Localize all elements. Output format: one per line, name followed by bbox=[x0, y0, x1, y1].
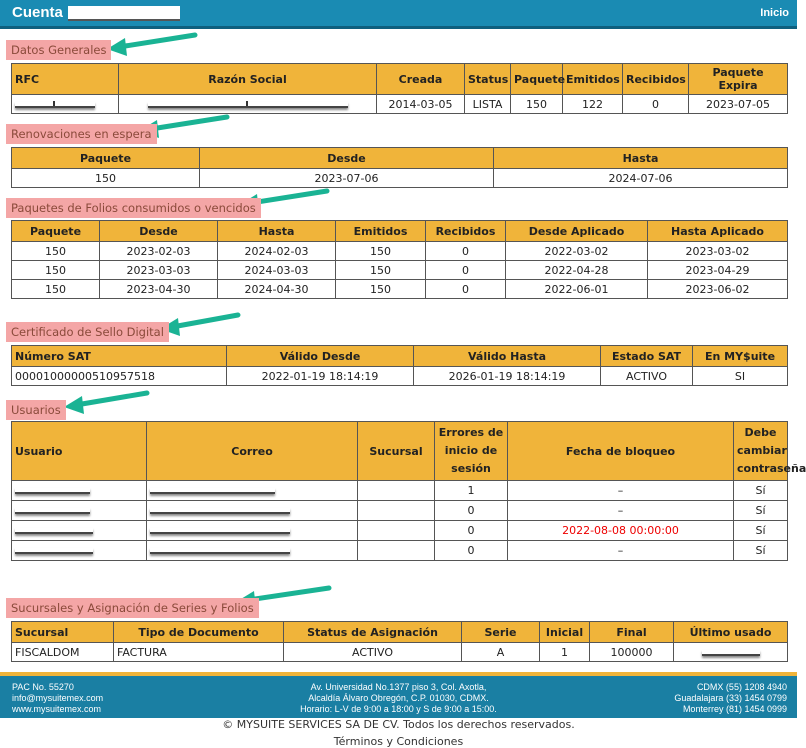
cell: 150 bbox=[336, 261, 426, 280]
table-header-row bbox=[12, 148, 788, 169]
cell: 2022-04-28 bbox=[506, 261, 648, 280]
cell-bloqueo: – bbox=[508, 501, 734, 521]
table-header-row bbox=[12, 622, 788, 643]
cell: 2022-06-01 bbox=[506, 280, 648, 299]
col-header: En MY$uite bbox=[693, 346, 788, 367]
cell: 150 bbox=[336, 242, 426, 261]
footer-email-link[interactable]: info@mysuitemex.com bbox=[12, 693, 104, 703]
cell-creada: 2014-03-05 bbox=[377, 95, 465, 114]
datos-generales-table bbox=[11, 63, 788, 114]
table-row bbox=[12, 521, 788, 541]
col-header: Usuario bbox=[12, 422, 147, 481]
col-header: Paquete bbox=[12, 148, 200, 169]
col-header: Inicial bbox=[540, 622, 590, 643]
cell: 0 bbox=[426, 261, 506, 280]
arrow-icon bbox=[105, 30, 200, 60]
cell-serie: A bbox=[462, 643, 540, 662]
redacted-rfc bbox=[12, 95, 119, 114]
cell: 2023-04-29 bbox=[648, 261, 788, 280]
table-row bbox=[12, 501, 788, 521]
cell-paquete: 150 bbox=[511, 95, 563, 114]
terms-link[interactable]: Términos y Condiciones bbox=[333, 735, 464, 748]
cell-cambiar: Sí bbox=[734, 521, 788, 541]
footer-pac: PAC No. 55270 bbox=[12, 682, 74, 692]
redacted-account-name bbox=[68, 6, 180, 21]
top-header-bar bbox=[0, 0, 797, 29]
table-row bbox=[12, 95, 788, 114]
table-row bbox=[12, 261, 788, 280]
cell: 150 bbox=[12, 261, 100, 280]
cell: 2023-06-02 bbox=[648, 280, 788, 299]
site-footer bbox=[0, 672, 797, 718]
col-header: Emitidos bbox=[563, 64, 623, 95]
cell-status-asignacion: ACTIVO bbox=[284, 643, 462, 662]
cell: 150 bbox=[12, 280, 100, 299]
section-label-certificado: Certificado de Sello Digital bbox=[6, 322, 169, 342]
footer-phone: Guadalajara (33) 1454 0799 bbox=[674, 693, 787, 703]
table-header-row bbox=[12, 422, 788, 481]
table-row bbox=[12, 643, 788, 662]
cell: 2022-03-02 bbox=[506, 242, 648, 261]
cell-emitidos: 122 bbox=[563, 95, 623, 114]
col-header: Hasta bbox=[494, 148, 788, 169]
cell-sucursal bbox=[358, 501, 435, 521]
table-row bbox=[12, 242, 788, 261]
cell-recibidos: 0 bbox=[623, 95, 689, 114]
cell-sucursal bbox=[358, 481, 435, 501]
col-header: Estado SAT bbox=[601, 346, 693, 367]
cell: 2023-03-02 bbox=[648, 242, 788, 261]
cell-status: LISTA bbox=[465, 95, 511, 114]
col-header: Desde bbox=[100, 221, 218, 242]
col-header: Status bbox=[465, 64, 511, 95]
section-label-usuarios: Usuarios bbox=[6, 400, 66, 420]
arrow-icon bbox=[158, 310, 243, 340]
cell: 2023-03-03 bbox=[100, 261, 218, 280]
col-header: Número SAT bbox=[12, 346, 227, 367]
footer-phone: Monterrey (81) 1454 0999 bbox=[682, 704, 787, 714]
redacted-correo bbox=[147, 501, 358, 521]
cell-errores: 0 bbox=[435, 521, 508, 541]
col-header: Sucursal bbox=[12, 622, 114, 643]
col-header: Status de Asignación bbox=[284, 622, 462, 643]
cell: 0 bbox=[426, 242, 506, 261]
usuarios-table bbox=[11, 421, 806, 561]
redacted-ultimo-usado bbox=[674, 643, 788, 662]
cell-desde: 2023-07-06 bbox=[200, 169, 494, 188]
cell-paquete: 150 bbox=[12, 169, 200, 188]
cell-tipo-documento: FACTURA bbox=[114, 643, 284, 662]
col-header: Válido Hasta bbox=[414, 346, 601, 367]
redacted-razon-social bbox=[119, 95, 377, 114]
col-header: Final bbox=[590, 622, 674, 643]
cell-sucursal: FISCALDOM bbox=[12, 643, 114, 662]
cell-errores: 0 bbox=[435, 501, 508, 521]
col-header: Debe cambiar contraseña bbox=[734, 422, 788, 481]
cell-bloqueo-alert: 2022-08-08 00:00:00 bbox=[508, 521, 734, 541]
col-header: Razón Social bbox=[119, 64, 377, 95]
footer-hours: Horario: L-V de 9:00 a 18:00 y S de 9:00 a 15:00. bbox=[300, 704, 497, 714]
table-header-row bbox=[12, 64, 788, 95]
table-row bbox=[12, 481, 788, 501]
footer-phones bbox=[674, 682, 787, 715]
table-row bbox=[12, 280, 788, 299]
redacted-usuario bbox=[12, 501, 147, 521]
col-header: Sucursal bbox=[358, 422, 435, 481]
cell: 2024-02-03 bbox=[218, 242, 336, 261]
col-header: Emitidos bbox=[336, 221, 426, 242]
cell-sucursal bbox=[358, 521, 435, 541]
col-header: Recibidos bbox=[623, 64, 689, 95]
col-header: Correo bbox=[147, 422, 358, 481]
cell-inicial: 1 bbox=[540, 643, 590, 662]
arrow-icon bbox=[62, 388, 152, 418]
paquetes-table bbox=[11, 220, 788, 299]
cell-cambiar: Sí bbox=[734, 481, 788, 501]
certificado-table bbox=[11, 345, 788, 386]
table-row bbox=[12, 541, 788, 561]
footer-address-line: Alcaldía Álvaro Obregón, C.P. 01030, CDMX. bbox=[308, 693, 489, 703]
cell-bloqueo: – bbox=[508, 481, 734, 501]
col-header: Errores de inicio de sesión bbox=[435, 422, 508, 481]
col-header: Fecha de bloqueo bbox=[508, 422, 734, 481]
redacted-correo bbox=[147, 521, 358, 541]
cell-hasta: 2024-07-06 bbox=[494, 169, 788, 188]
cell-numero-sat: 00001000000510957518 bbox=[12, 367, 227, 386]
redacted-usuario bbox=[12, 521, 147, 541]
footer-phone: CDMX (55) 1208 4940 bbox=[696, 682, 787, 692]
col-header: Válido Desde bbox=[227, 346, 414, 367]
cell-cambiar: Sí bbox=[734, 501, 788, 521]
cell-errores: 0 bbox=[435, 541, 508, 561]
col-header: Paquete bbox=[511, 64, 563, 95]
cell: 2024-03-03 bbox=[218, 261, 336, 280]
col-header: Desde bbox=[200, 148, 494, 169]
col-header: Hasta Aplicado bbox=[648, 221, 788, 242]
cell-valido-hasta: 2026-01-19 18:14:19 bbox=[414, 367, 601, 386]
cell: 150 bbox=[12, 242, 100, 261]
col-header: Paquete bbox=[12, 221, 100, 242]
redacted-usuario bbox=[12, 541, 147, 561]
cell-bloqueo: – bbox=[508, 541, 734, 561]
col-header: Serie bbox=[462, 622, 540, 643]
cell: 2023-02-03 bbox=[100, 242, 218, 261]
cell-final: 100000 bbox=[590, 643, 674, 662]
cell-cambiar: Sí bbox=[734, 541, 788, 561]
table-row bbox=[12, 169, 788, 188]
col-header: Recibidos bbox=[426, 221, 506, 242]
cell: 0 bbox=[426, 280, 506, 299]
redacted-usuario bbox=[12, 481, 147, 501]
cell: 150 bbox=[336, 280, 426, 299]
col-header: Tipo de Documento bbox=[114, 622, 284, 643]
section-label-datos-generales: Datos Generales bbox=[6, 40, 111, 60]
col-header: Hasta bbox=[218, 221, 336, 242]
cell-valido-desde: 2022-01-19 18:14:19 bbox=[227, 367, 414, 386]
col-header: Creada bbox=[377, 64, 465, 95]
col-header: Último usado bbox=[674, 622, 788, 643]
page-title: Cuenta bbox=[12, 4, 63, 21]
table-header-row bbox=[12, 221, 788, 242]
cell-estado-sat: ACTIVO bbox=[601, 367, 693, 386]
cell: 2023-04-30 bbox=[100, 280, 218, 299]
sucursales-table bbox=[11, 621, 788, 662]
redacted-correo bbox=[147, 541, 358, 561]
cell-en-mysuite: SI bbox=[693, 367, 788, 386]
cell-errores: 1 bbox=[435, 481, 508, 501]
section-label-paquetes: Paquetes de Folios consumidos o vencidos bbox=[6, 198, 261, 218]
footer-address-line: Av. Universidad No.1377 piso 3, Col. Axotla, bbox=[310, 682, 487, 692]
redacted-correo bbox=[147, 481, 358, 501]
table-header-row bbox=[12, 346, 788, 367]
col-header: Desde Aplicado bbox=[506, 221, 648, 242]
copyright-text: © MYSUITE SERVICES SA DE CV. Todos los derechos reservados. bbox=[222, 718, 575, 731]
section-label-renovaciones: Renovaciones en espera bbox=[6, 124, 157, 144]
col-header: RFC bbox=[12, 64, 119, 95]
section-label-sucursales: Sucursales y Asignación de Series y Folios bbox=[6, 598, 259, 618]
cell: 2024-04-30 bbox=[218, 280, 336, 299]
col-header: Paquete Expira bbox=[689, 64, 788, 95]
table-row bbox=[12, 367, 788, 386]
renovaciones-table bbox=[11, 147, 788, 188]
cell-sucursal bbox=[358, 541, 435, 561]
cell-paquete-expira: 2023-07-05 bbox=[689, 95, 788, 114]
footer-web-link[interactable]: www.mysuitemex.com bbox=[12, 704, 102, 714]
inicio-link[interactable]: Inicio bbox=[760, 7, 789, 19]
